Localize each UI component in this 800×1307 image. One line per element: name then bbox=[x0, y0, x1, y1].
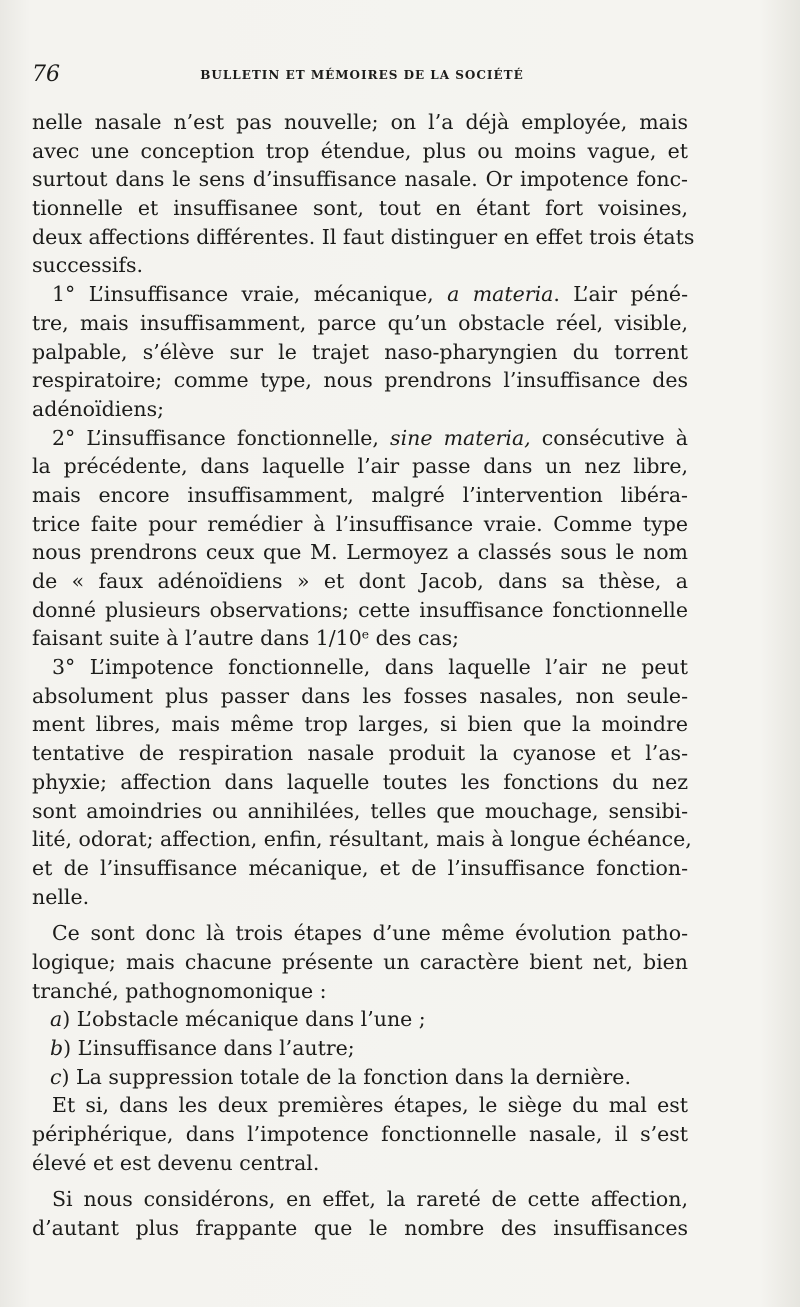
text-line: sont amoindries ou annihilées, telles que mouchage, sensibi- bbox=[32, 798, 688, 823]
text-line: d’autant plus frappante que le nombre des insuffisances bbox=[32, 1216, 688, 1241]
text-line bbox=[32, 624, 688, 653]
text-line: adénoïdiens; bbox=[32, 396, 165, 421]
text-line: surtout dans le sens d’insuffisance nasale. Or impotence fonc- bbox=[32, 167, 688, 192]
list-item bbox=[32, 1005, 688, 1034]
italic-run: a materia bbox=[447, 282, 554, 307]
text-run: consécutive à bbox=[530, 425, 689, 450]
text-line: de « faux adénoïdiens » et dont Jacob, dans sa thèse, a bbox=[32, 569, 688, 593]
text-line: Si nous considérons, en effet, la rareté de cette affection, bbox=[52, 1187, 688, 1212]
text-run: 1° L’insuffisance vraie, mécanique, bbox=[52, 282, 448, 307]
text-run: des cas; bbox=[369, 626, 460, 651]
page-number: 76 bbox=[32, 62, 60, 87]
text-line: mais encore insuffisamment, malgré l’intervention libéra- bbox=[32, 482, 688, 507]
text-line: et de l’insuffisance mécanique, et de l’insuffisance fonction- bbox=[32, 855, 688, 880]
text-line: ment libres, mais même trop larges, si bien que la moindre bbox=[32, 712, 688, 737]
text-line: 3° L’impotence fonctionnelle, dans laquelle l’air ne peut bbox=[52, 655, 688, 680]
page-header bbox=[32, 60, 692, 92]
list-item bbox=[32, 1034, 688, 1063]
text-line: deux affections différentes. Il faut distinguer en effet trois états bbox=[32, 224, 695, 249]
text-line: nelle. bbox=[32, 884, 90, 909]
text-line: tentative de respiration nasale produit la cyanose et l’as- bbox=[32, 741, 688, 766]
text-line: trice faite pour remédier à l’insuffisance vraie. Comme type bbox=[32, 511, 688, 536]
superscript: e bbox=[361, 627, 370, 642]
body-text bbox=[32, 108, 695, 1243]
italic-run: sine materia, bbox=[390, 425, 531, 450]
text-line: tionnelle et insuffisanee sont, tout en étant fort voisines, bbox=[32, 196, 688, 221]
text-line: nelle nasale n’est pas nouvelle; on l’a déjà employée, mais bbox=[32, 110, 688, 134]
text-line: lité, odorat; affection, enfin, résultant, mais à longue échéance, bbox=[32, 827, 692, 852]
text-line: donné plusieurs observations; cette insuffisance fonctionnelle bbox=[32, 597, 688, 622]
text-run: 2° L’insuffisance fonctionnelle, bbox=[52, 425, 391, 450]
text-line: élevé et est devenu central. bbox=[32, 1150, 320, 1175]
running-head: BULLETIN ET MÉMOIRES DE LA SOCIÉTÉ bbox=[200, 68, 524, 82]
text-run: ) L’insuffisance dans l’autre; bbox=[63, 1036, 355, 1060]
text-line: tre, mais insuffisamment, parce qu’un obstacle réel, visible, bbox=[32, 310, 688, 335]
text-run: faisant suite à l’autre dans 1/10 bbox=[32, 626, 362, 651]
text-line bbox=[32, 424, 688, 453]
text-run: ) L’obstacle mécanique dans l’une ; bbox=[62, 1007, 426, 1032]
text-line: palpable, s’élève sur le trajet naso-pharyngien du torrent bbox=[32, 339, 688, 364]
text-line: nous prendrons ceux que M. Lermoyez a classés sous le nom bbox=[32, 540, 688, 565]
text-line: avec une conception trop étendue, plus ou moins vague, et bbox=[32, 138, 688, 163]
text-line: Ce sont donc là trois étapes d’une même évolution patho- bbox=[52, 921, 688, 946]
text-line: absolument plus passer dans les fosses nasales, non seule- bbox=[32, 683, 688, 708]
list-marker: c bbox=[50, 1064, 62, 1089]
text-line: tranché, pathognomonique : bbox=[32, 978, 327, 1003]
list-marker: b bbox=[50, 1036, 64, 1060]
list-marker: a bbox=[50, 1007, 63, 1032]
text-line: la précédente, dans laquelle l’air passe dans un nez libre, bbox=[32, 454, 688, 479]
text-line bbox=[32, 280, 688, 309]
text-line: Et si, dans les deux premières étapes, le siège du mal est bbox=[52, 1093, 688, 1118]
text-line: périphérique, dans l’impotence fonctionnelle nasale, il s’est bbox=[32, 1122, 688, 1147]
text-line: respiratoire; comme type, nous prendrons l’insuffisance des bbox=[32, 368, 688, 393]
text-line: logique; mais chacune présente un caractère bient net, bien bbox=[32, 949, 688, 974]
text-line: successifs. bbox=[32, 253, 144, 278]
text-run: ) La suppression totale de la fonction dans la dernière. bbox=[61, 1064, 631, 1089]
text-run: . L’air péné- bbox=[553, 282, 688, 307]
text-line: phyxie; affection dans laquelle toutes les fonctions du nez bbox=[32, 769, 688, 794]
list-item bbox=[32, 1063, 688, 1092]
